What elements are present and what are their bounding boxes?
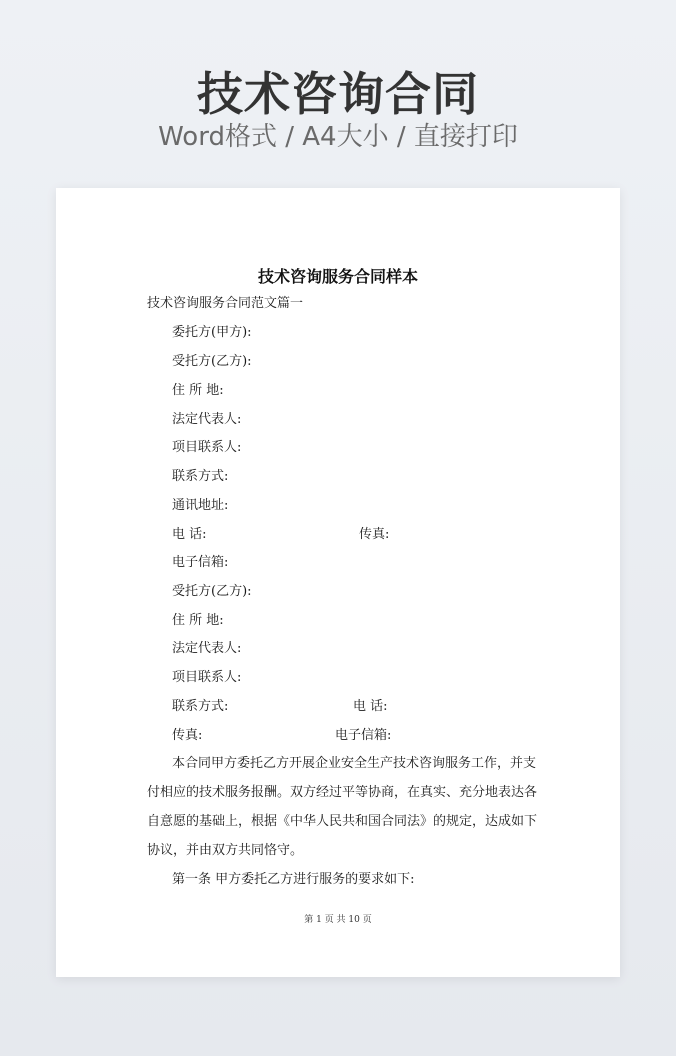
mail-address-label: 通讯地址: xyxy=(172,498,229,513)
document-page xyxy=(56,188,620,977)
address-label: 住 所 地: xyxy=(172,383,224,398)
document-title: 技术咨询服务合同样本 xyxy=(257,267,418,286)
contact-method-label-2: 联系方式: xyxy=(172,699,229,714)
article-one: 第一条 甲方委托乙方进行服务的要求如下: xyxy=(172,872,415,887)
contact-method-label: 联系方式: xyxy=(172,469,229,484)
party-a-label: 委托方(甲方): xyxy=(172,325,252,340)
banner-title: 技术咨询合同 xyxy=(197,67,479,121)
phone-label: 电 话: xyxy=(172,527,207,542)
banner-subtitle: Word格式 / A4大小 / 直接打印 xyxy=(158,122,518,152)
body-paragraph-line: 本合同甲方委托乙方开展企业安全生产技术咨询服务工作，并支 xyxy=(172,756,537,771)
address-label-2: 住 所 地: xyxy=(172,613,224,628)
body-paragraph-line: 协议，并由双方共同恪守。 xyxy=(147,843,304,858)
legal-rep-label: 法定代表人: xyxy=(172,412,242,427)
document-heading: 技术咨询服务合同范文篇一 xyxy=(147,296,304,311)
fax-label-2: 传真: xyxy=(172,728,203,743)
project-contact-label: 项目联系人: xyxy=(172,440,242,455)
body-paragraph-line: 自意愿的基础上，根据《中华人民共和国合同法》的规定，达成如下 xyxy=(147,814,538,829)
legal-rep-label-2: 法定代表人: xyxy=(172,641,242,656)
body-paragraph-line: 付相应的技术服务报酬。双方经过平等协商，在真实、充分地表达各 xyxy=(147,785,538,800)
party-b-label-2: 受托方(乙方): xyxy=(172,584,252,599)
phone-label-2: 电 话: xyxy=(353,699,388,714)
email-label: 电子信箱: xyxy=(172,555,229,570)
email-label-2: 电子信箱: xyxy=(335,728,392,743)
party-b-label: 受托方(乙方): xyxy=(172,354,252,369)
project-contact-label-2: 项目联系人: xyxy=(172,670,242,685)
page-footer: 第 1 页 共 10 页 xyxy=(304,915,372,925)
fax-label: 传真: xyxy=(359,527,390,542)
